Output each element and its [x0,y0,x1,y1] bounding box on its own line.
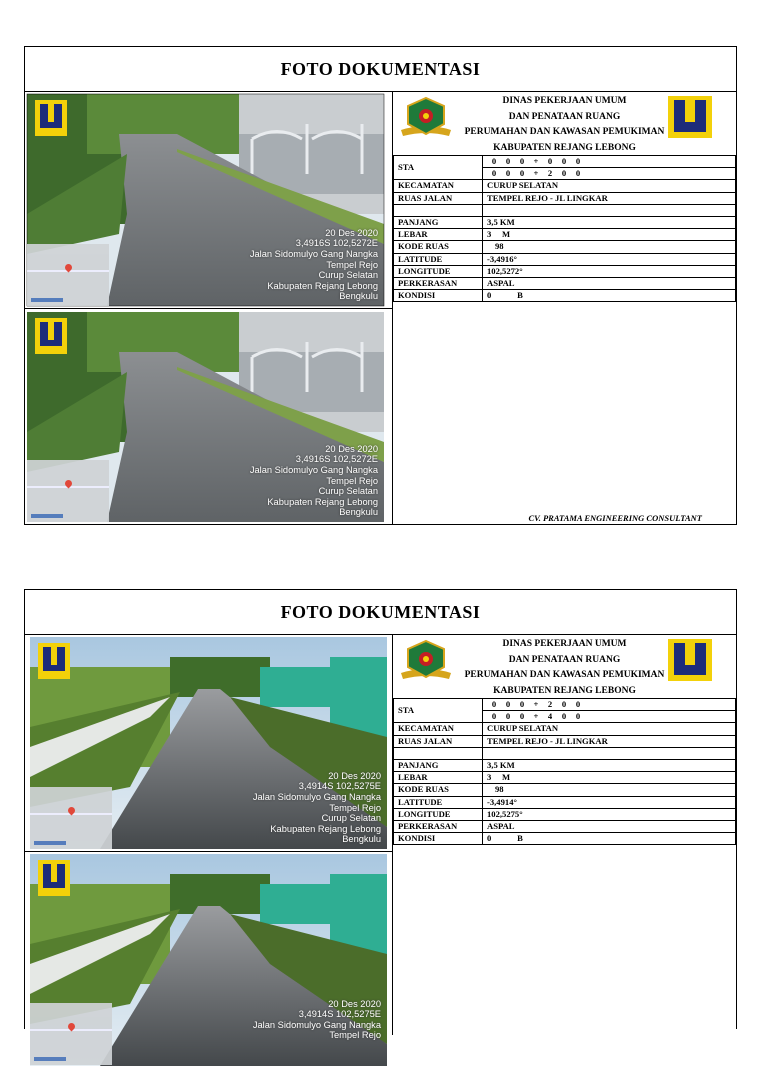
lat-label: LATITUDE [394,796,483,808]
sheet-title: FOTO DOKUMENTASI [25,47,736,92]
ruas-label: RUAS JALAN [394,735,483,747]
kode-value: 98 [483,784,736,796]
info-panel [393,635,736,845]
kondisi-value: 0 B [483,833,736,845]
stamp-district: Curup Selatan [318,486,378,497]
lebar-value: 3 M [483,772,736,784]
photo-stamp [253,999,381,1041]
stamp-village: Tempel Rejo [326,259,378,270]
stamp-date: 20 Des 2020 [325,443,378,454]
kondisi-value: 0 B [483,290,736,302]
stamp-province: Bengkulu [339,291,378,302]
stamp-date: 20 Des 2020 [328,770,381,781]
kode-label: KODE RUAS [394,241,483,253]
photo-stamp [250,444,378,518]
sta-start: 0 0 0 + 2 0 0 [483,699,736,711]
road-info-table [393,698,736,845]
kecamatan-label: KECAMATAN [394,723,483,735]
kecamatan-value: CURUP SELATAN [483,180,736,192]
map-thumbnail [27,460,109,522]
stamp-regency: Kabupaten Rejang Lebong [267,280,378,291]
stamp-coords: 3,4916S 102,5272E [295,238,378,249]
perkerasan-value: ASPAL [483,820,736,832]
regency-emblem-icon [399,639,453,685]
stamp-coords: 3,4914S 102,5275E [298,1009,381,1020]
stamp-province: Bengkulu [342,834,381,845]
stamp-regency: Kabupaten Rejang Lebong [267,496,378,507]
photo-stamp [253,771,381,845]
documentation-sheet-1 [24,46,737,525]
info-panel [393,92,736,302]
lebar-label: LEBAR [394,772,483,784]
stamp-street: Jalan Sidomulyo Gang Nangka [249,465,378,476]
ruas-value: TEMPEL REJO - JL LINGKAR [483,192,736,204]
lat-value: -3,4916° [483,253,736,265]
agency-line-4: KABUPATEN REJANG LEBONG [493,685,636,696]
stamp-street: Jalan Sidomulyo Gang Nangka [252,792,381,803]
lebar-value: 3 M [483,229,736,241]
agency-header [393,92,736,155]
regency-emblem-icon [399,96,453,142]
road-photo-bottom [27,312,384,522]
pu-logo-icon [38,643,70,679]
agency-line-3: PERUMAHAN DAN KAWASAN PEMUKIMAN [464,127,665,137]
sta-end: 0 0 0 + 2 0 0 [483,168,736,180]
lat-value: -3,4914° [483,796,736,808]
stamp-date: 20 Des 2020 [325,227,378,238]
ruas-label: RUAS JALAN [394,192,483,204]
photo-stamp [250,228,378,302]
kecamatan-label: KECAMATAN [394,180,483,192]
agency-header [393,635,736,698]
map-thumbnail [30,787,112,849]
agency-line-1: DINAS PEKERJAAN UMUM [502,639,627,649]
lon-label: LONGITUDE [394,265,483,277]
pu-logo-icon [38,860,70,896]
pu-logo-icon [35,318,67,354]
agency-line-2: DAN PENATAAN RUANG [508,111,621,122]
pu-logo-icon [668,96,712,138]
lon-value: 102,5272° [483,265,736,277]
map-thumbnail [30,1003,112,1065]
stamp-coords: 3,4916S 102,5272E [295,454,378,465]
lon-label: LONGITUDE [394,808,483,820]
stamp-date: 20 Des 2020 [328,998,381,1009]
road-photo-bottom [30,854,387,1041]
road-photo-top [27,94,384,306]
map-thumbnail [27,244,109,306]
sta-label: STA [394,699,483,723]
road-info-table [393,155,736,302]
panjang-label: PANJANG [394,216,483,228]
stamp-street: Jalan Sidomulyo Gang Nangka [249,249,378,260]
pu-logo-icon [668,639,712,681]
stamp-district: Curup Selatan [318,270,378,281]
agency-line-1: DINAS PEKERJAAN UMUM [502,96,627,106]
stamp-street: Jalan Sidomulyo Gang Nangka [252,1019,381,1030]
sta-end: 0 0 0 + 4 0 0 [483,711,736,723]
road-photo-top [30,637,387,849]
kode-label: KODE RUAS [394,784,483,796]
documentation-sheet-2 [24,589,737,1041]
kode-value: 98 [483,241,736,253]
sta-label: STA [394,156,483,180]
perkerasan-label: PERKERASAN [394,820,483,832]
panjang-label: PANJANG [394,759,483,771]
pu-logo-icon [35,100,67,136]
stamp-regency: Kabupaten Rejang Lebong [270,823,381,834]
panjang-value: 3,5 KM [483,759,736,771]
panjang-value: 3,5 KM [483,216,736,228]
kondisi-label: KONDISI [394,833,483,845]
ruas-value: TEMPEL REJO - JL LINGKAR [483,735,736,747]
stamp-village: Tempel Rejo [326,475,378,486]
agency-line-4: KABUPATEN REJANG LEBONG [493,142,636,153]
stamp-village: Tempel Rejo [329,802,381,813]
kondisi-label: KONDISI [394,290,483,302]
stamp-province: Bengkulu [339,507,378,518]
perkerasan-value: ASPAL [483,277,736,289]
stamp-village: Tempel Rejo [329,1030,381,1041]
sheet-title: FOTO DOKUMENTASI [25,590,736,635]
perkerasan-label: PERKERASAN [394,277,483,289]
lon-value: 102,5275° [483,808,736,820]
agency-line-3: PERUMAHAN DAN KAWASAN PEMUKIMAN [464,670,665,680]
lat-label: LATITUDE [394,253,483,265]
stamp-coords: 3,4914S 102,5275E [298,781,381,792]
consultant-name: CV. PRATAMA ENGINEERING CONSULTANT [528,513,702,523]
lebar-label: LEBAR [394,229,483,241]
kecamatan-value: CURUP SELATAN [483,723,736,735]
stamp-district: Curup Selatan [321,813,381,824]
sta-start: 0 0 0 + 0 0 0 [483,156,736,168]
agency-line-2: DAN PENATAAN RUANG [508,654,621,665]
